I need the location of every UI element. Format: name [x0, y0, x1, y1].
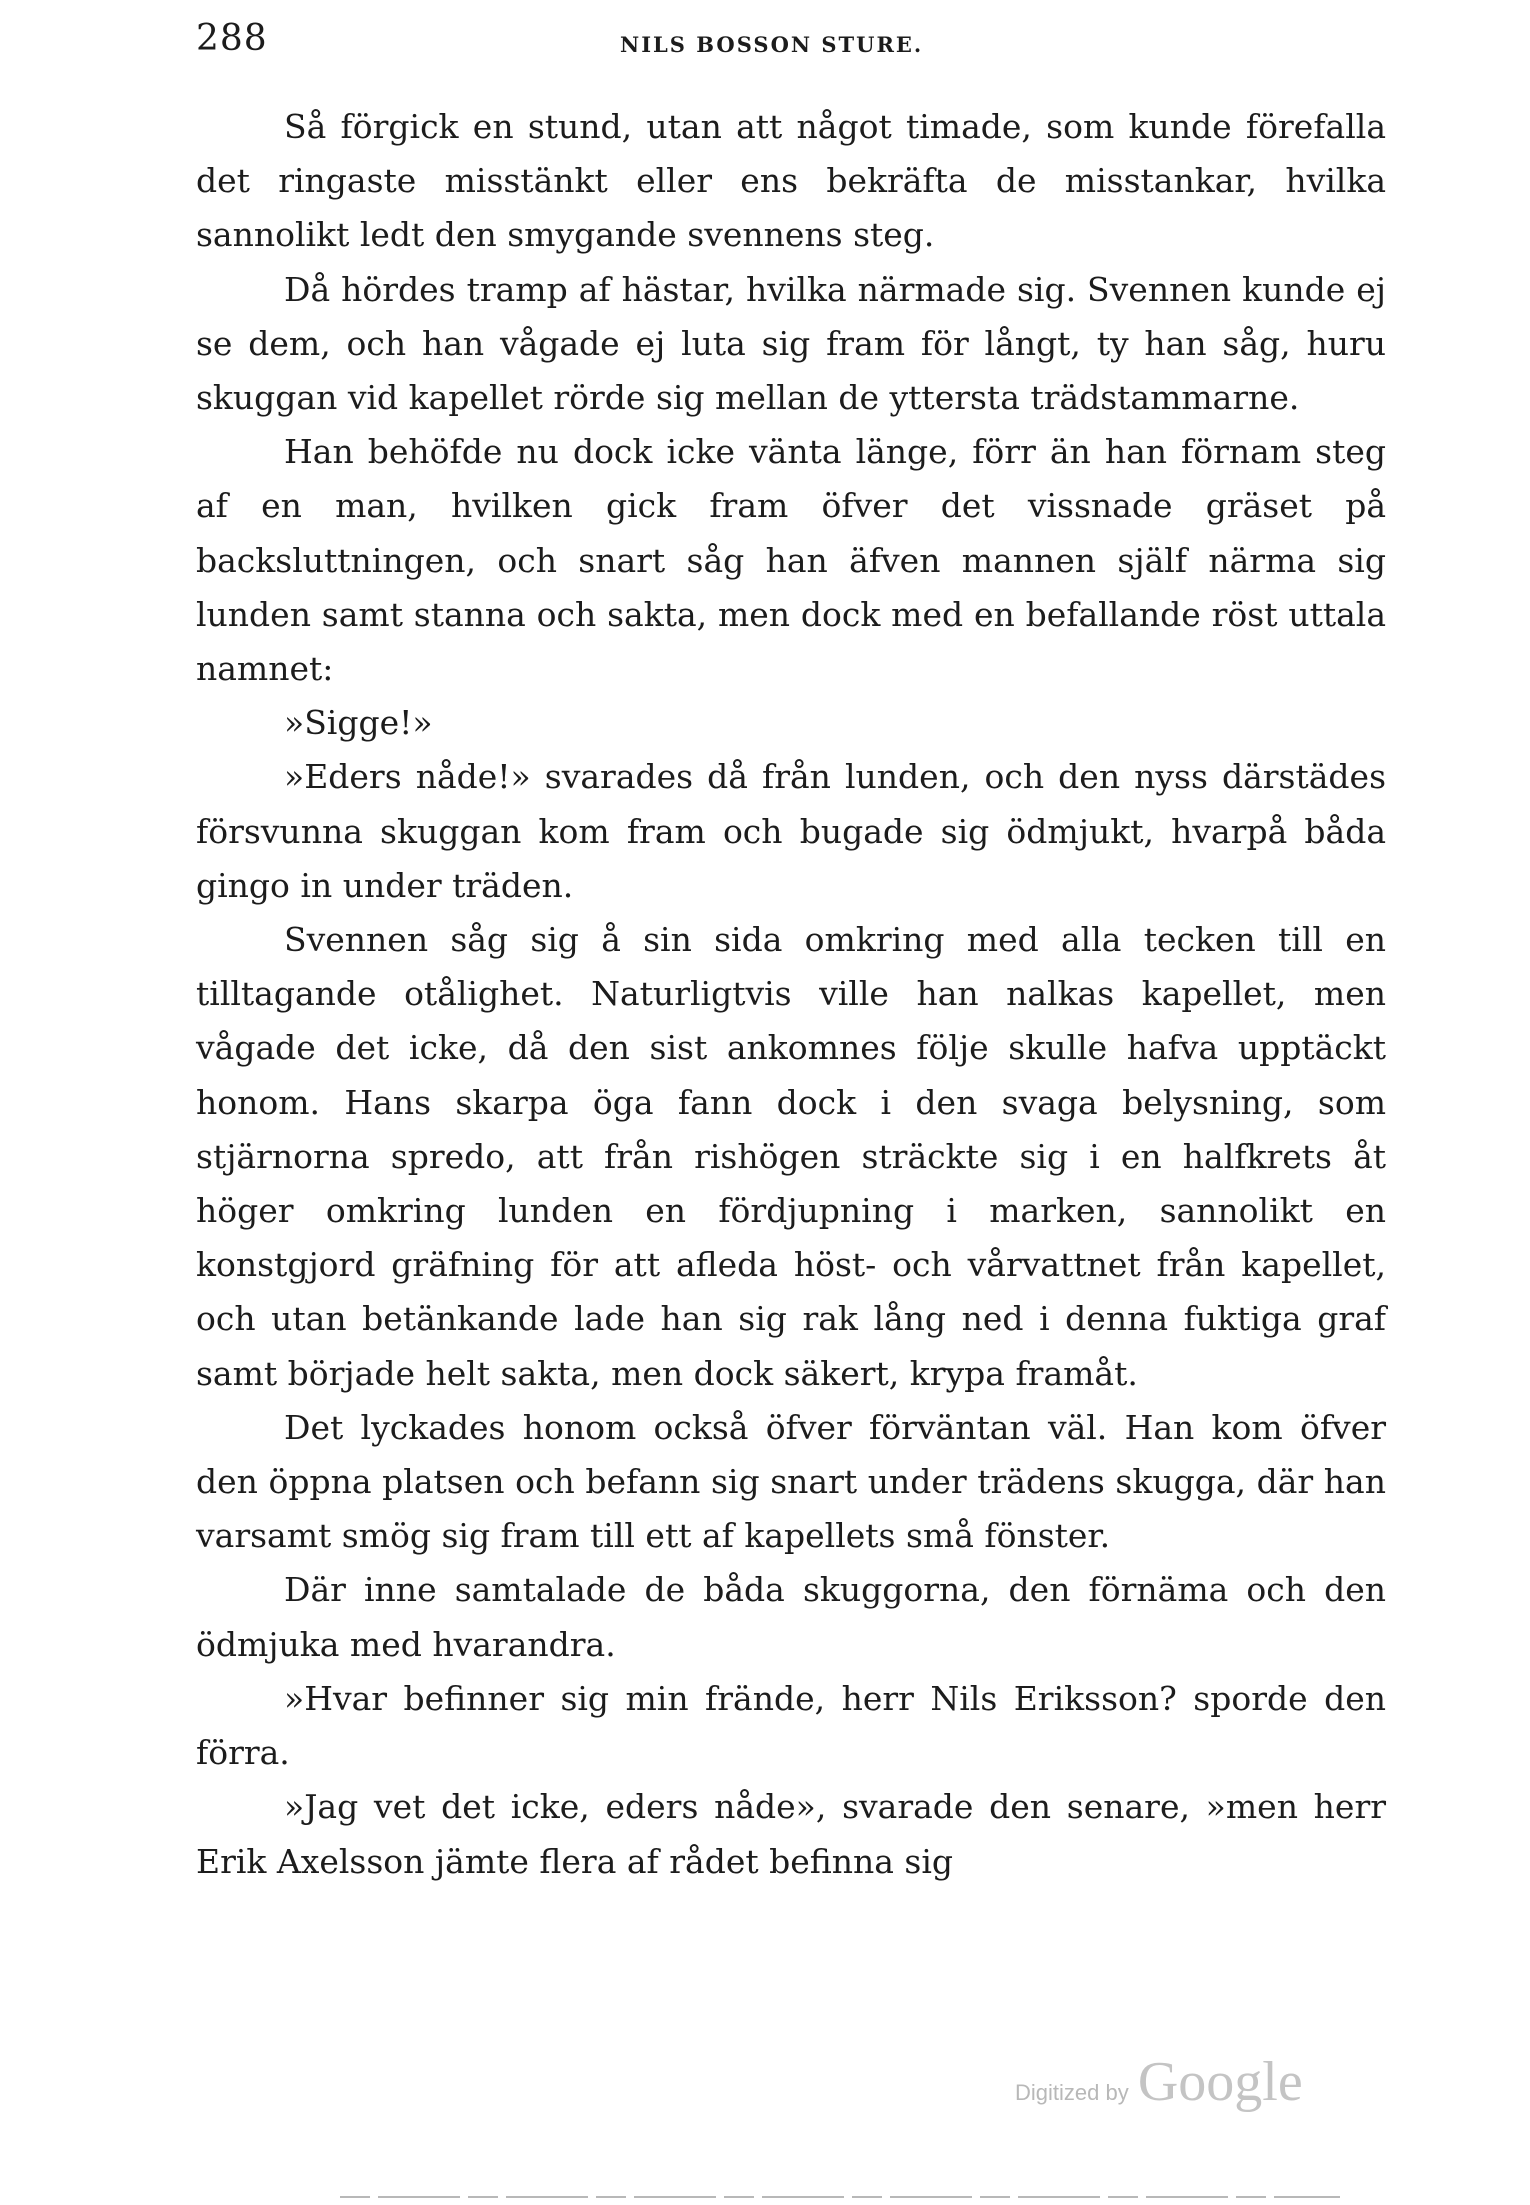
- paragraph: Så förgick en stund, utan att något timade, som kunde förefalla det ringaste misstänkt eller ens bekräfta de misstankar, hvilka sannolikt ledt den smygande svennens steg.: [196, 107, 1386, 255]
- body-text: [196, 100, 1386, 1889]
- paragraph: »Hvar befinner sig min frände, herr Nils Eriksson? sporde den förra.: [196, 1678, 1386, 1773]
- google-logo-text: Google: [1137, 2051, 1303, 2113]
- paragraph: Svennen såg sig å sin sida omkring med alla tecken till en tilltagande otålighet. Naturligtvis ville han nalkas kapellet, men vågade det icke, då den sist ankomnes följe skulle hafva upptäckt honom. Hans skarpa öga fann dock i den svaga belysning, som stjärnorna spredo, att från rishögen sträckte sig i en halfkrets åt höger omkring lunden en fördjupning i marken, sannolikt en konstgjord gräfning för att afleda höst- och vårvattnet från kapellet, och utan betänkande lade han sig rak lång ned i denna fuktiga graf samt började helt sakta, men dock säkert, krypa framåt.: [196, 920, 1386, 1393]
- running-head: [196, 18, 1386, 68]
- paragraph: »Sigge!»: [284, 703, 433, 743]
- digitized-watermark: [1015, 2050, 1303, 2113]
- paragraph: »Eders nåde!» svarades då från lunden, och den nyss därstädes försvunna skuggan kom fram och bugade sig ödmjukt, hvarpå båda gingo in under träden.: [196, 757, 1386, 905]
- digitized-by-label: Digitized by: [1015, 2080, 1129, 2105]
- paragraph: »Jag vet det icke, eders nåde», svarade den senare, »men herr Erik Axelsson jämte flera af rådet befinna sig: [196, 1787, 1386, 1881]
- scan-edge-rule: [340, 2196, 1340, 2198]
- paragraph: Då hördes tramp af hästar, hvilka närmade sig. Svennen kunde ej se dem, och han vågade ej luta sig fram för långt, ty han såg, huru skuggan vid kapellet rörde sig mellan de yttersta trädstammarne.: [196, 269, 1386, 418]
- page-number: 288: [196, 18, 268, 59]
- running-title: NILS BOSSON STURE.: [620, 32, 924, 57]
- paragraph: Där inne samtalade de båda skuggorna, den förnäma och den ödmjuka med hvarandra.: [196, 1570, 1386, 1664]
- paragraph: Det lyckades honom också öfver förväntan väl. Han kom öfver den öppna platsen och befann sig snart under trädens skugga, där han varsamt smög sig fram till ett af kapellets små fönster.: [196, 1407, 1386, 1556]
- paragraph: Han behöfde nu dock icke vänta länge, förr än han förnam steg af en man, hvilken gick fram öfver det vissnade gräset på backsluttningen, och snart såg han äfven mannen själf närma sig lunden samt stanna och sakta, men dock med en befallande röst uttala namnet:: [196, 432, 1386, 689]
